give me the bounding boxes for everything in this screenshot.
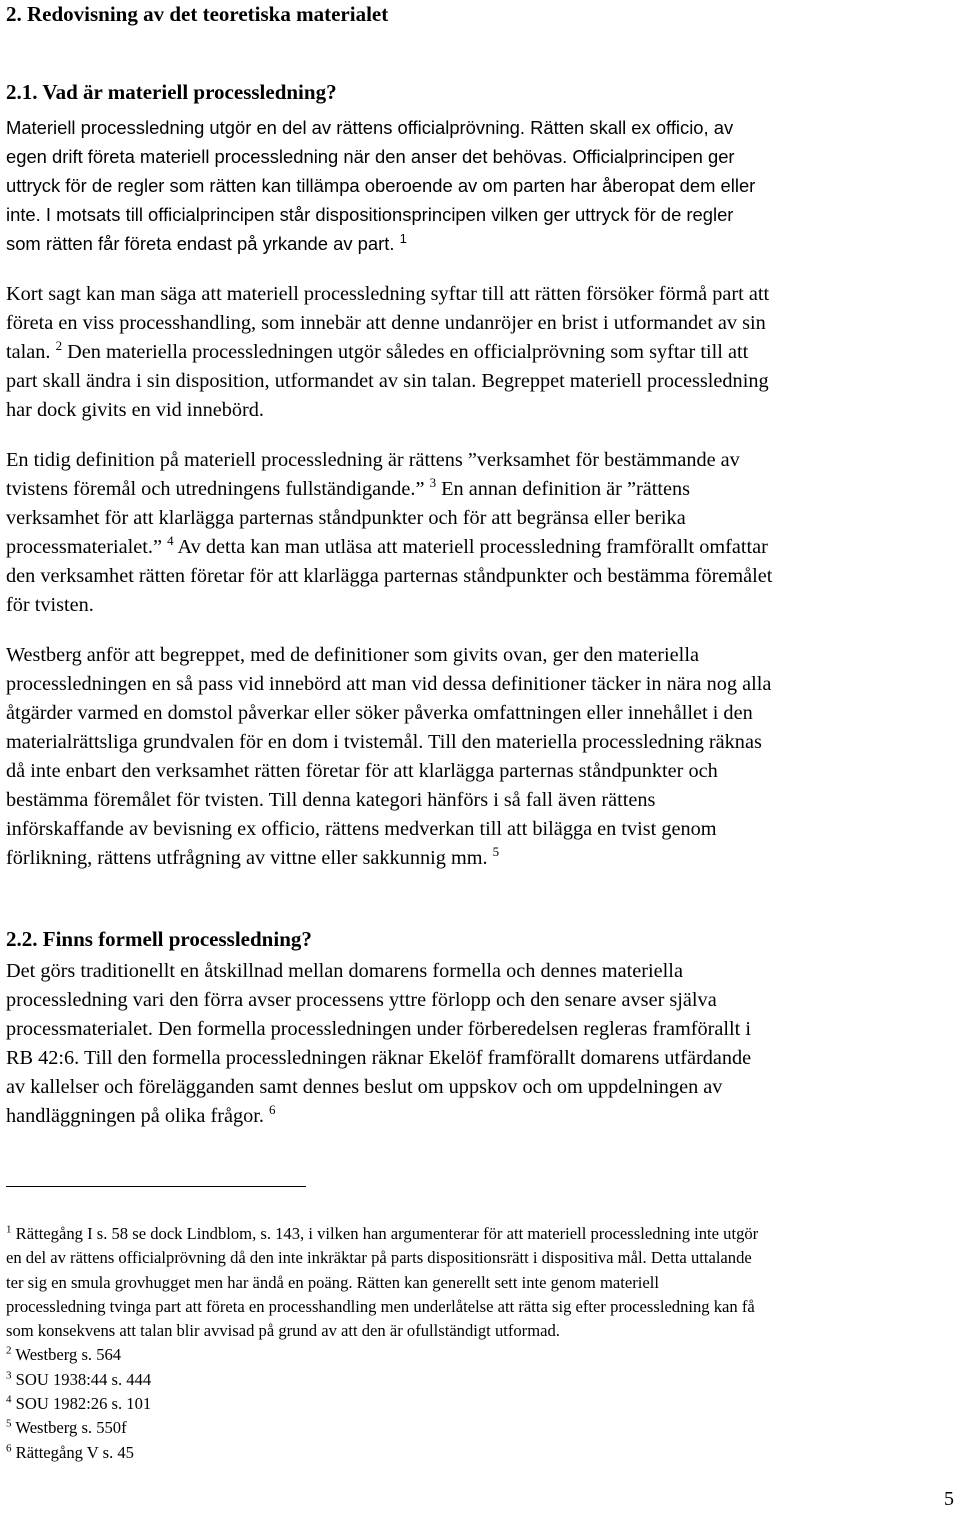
text-line: handläggningen på olika frågor. xyxy=(6,1105,264,1127)
footnote-number: 2 xyxy=(6,1344,12,1357)
footnote-ref-2: 2 xyxy=(55,338,63,354)
footnote-number: 4 xyxy=(6,1393,12,1406)
footnote-separator xyxy=(6,1186,306,1187)
footnotes xyxy=(6,1222,958,1465)
page-number: 5 xyxy=(944,1488,954,1510)
paragraph-3 xyxy=(6,446,958,620)
footnote-text: Westberg s. 550f xyxy=(15,1418,127,1438)
text-line: Materiell processledning utgör en del av rättens officialprövning. Rätten skall ex officio, av xyxy=(6,117,734,138)
footnote-text: som konsekvens att talan blir avvisad på grund av att den är ofullständigt utformad. xyxy=(6,1321,560,1341)
footnote-text: Westberg s. 564 xyxy=(15,1345,122,1365)
footnote-1 xyxy=(6,1222,958,1246)
footnote-ref-1: 1 xyxy=(399,230,407,246)
text-line: processledningen en så pass vid innebörd att man vid dessa definitioner täcker in nära nog alla xyxy=(6,673,772,695)
text-line: inte. I motsats till officialprincipen står dispositionsprincipen vilken ger uttryck för de regler xyxy=(6,204,734,225)
text-line: Den materiella processledningen utgör således en officialprövning som syftar till att xyxy=(62,341,749,363)
text-line: bestämma föremålet för tvisten. Till denna kategori hänförs i så fall även rättens xyxy=(6,789,656,811)
text-line: som rätten får företa endast på yrkande av part. xyxy=(6,233,395,254)
footnote-text: SOU 1982:26 s. 101 xyxy=(15,1394,152,1414)
chapter-heading: 2. Redovisning av det teoretiska materialet xyxy=(6,2,389,26)
footnote-ref-5: 5 xyxy=(492,844,500,860)
footnote-ref-6: 6 xyxy=(269,1102,276,1118)
paragraph-4 xyxy=(6,641,958,873)
text-line: Det görs traditionellt en åtskillnad mellan domarens formella och dennes materiella xyxy=(6,960,683,982)
text-line: Kort sagt kan man säga att materiell processledning syftar till att rätten försöker förmå part att xyxy=(6,283,770,305)
text-line: företa en viss processhandling, som innebär att denne undanröjer en brist i utformandet av sin xyxy=(6,312,766,334)
section-heading-2-1: 2.1. Vad är materiell processledning? xyxy=(6,80,337,104)
text-line: processledning vari den förra avser processens yttre förlopp och den senare avser själva xyxy=(6,989,717,1011)
text-line: uttryck för de regler som rätten kan tillämpa oberoende av om parten har åberopat dem eller xyxy=(6,175,756,196)
text-line: har dock givits en vid innebörd. xyxy=(6,399,264,421)
section-heading-2-2: 2.2. Finns formell processledning? xyxy=(6,927,312,951)
text-line: processmaterialet. Den formella processledningen under förberedelsen regleras framförallt i xyxy=(6,1018,752,1040)
text-line: RB 42:6. Till den formella processledningen räknar Ekelöf framförallt domarens utfärdande xyxy=(6,1047,752,1069)
footnote-text: ter sig en smula grovhugget men har ändå en poäng. Rätten kan generellt sett inte genom materiell xyxy=(6,1272,659,1292)
text-line: En tidig definition på materiell processledning är rättens ”verksamhet för bestämmande av xyxy=(6,449,740,471)
text-line: materialrättsliga grundvalen för en dom i tvistemål. Till den materiella processledning räknas xyxy=(6,731,762,753)
footnote-ref-3: 3 xyxy=(429,475,437,491)
footnote-number: 3 xyxy=(6,1369,12,1382)
text-line: den verksamhet rätten företar för att klarlägga parternas ståndpunkter och bestämma föremålet xyxy=(6,565,773,587)
footnote-text: processledning tvinga part att företa en processhandling men underlåtelse att rätta sig efter processledning kan få xyxy=(6,1296,755,1316)
text-line: av kallelser och förelägganden samt dennes beslut om uppskov och om uppdelningen av xyxy=(6,1076,723,1098)
text-line: förlikning, rättens utfrågning av vittne eller sakkunnig mm. xyxy=(6,847,488,869)
text-line: egen drift företa materiell processledning när den anser det behövas. Officialprincipen ger xyxy=(6,146,735,167)
text-line: processmaterialet.” xyxy=(6,536,162,558)
footnote-5 xyxy=(6,1416,958,1440)
footnote-ref-4: 4 xyxy=(167,533,174,549)
footnote-number: 5 xyxy=(6,1417,12,1430)
text-line: En annan definition är ”rättens xyxy=(436,478,691,500)
text-line: talan. xyxy=(6,341,51,363)
footnote-6 xyxy=(6,1441,958,1465)
text-line: då inte enbart den verksamhet rätten företar för att klarlägga parternas ståndpunkter och xyxy=(6,760,718,782)
paragraph-5 xyxy=(6,957,958,1131)
text-line: part skall ändra i sin disposition, utformandet av sin talan. Begreppet materiell processledning xyxy=(6,370,769,392)
text-line: Westberg anför att begreppet, med de definitioner som givits ovan, ger den materiella xyxy=(6,644,699,666)
footnote-text: Rättegång I s. 58 se dock Lindblom, s. 143, i vilken han argumenterar för att materiell processledning inte utgör xyxy=(15,1224,759,1243)
text-line: för tvisten. xyxy=(6,594,94,616)
text-line: åtgärder varmed en domstol påverkar eller söker påverka omfattningen eller innehållet i den xyxy=(6,702,753,724)
text-line: tvistens föremål och utredningens fullständigande.” xyxy=(6,478,425,500)
footnote-2 xyxy=(6,1343,958,1367)
paragraph-1 xyxy=(6,113,958,258)
footnote-number: 6 xyxy=(6,1442,12,1455)
text-line: verksamhet för att klarlägga parternas ståndpunkter och för att begränsa eller berika xyxy=(6,507,686,529)
footnote-text: SOU 1938:44 s. 444 xyxy=(15,1369,152,1389)
text-line: Av detta kan man utläsa att materiell processledning framförallt omfattar xyxy=(173,536,768,558)
text-line: införskaffande av bevisning ex officio, rättens medverkan till att bilägga en tvist genom xyxy=(6,818,717,840)
paragraph-2 xyxy=(6,280,958,425)
footnote-4 xyxy=(6,1392,958,1416)
footnote-text: Rättegång V s. 45 xyxy=(15,1442,134,1462)
footnote-text: en del av rättens officialprövning då den inte inkräktar på parts dispositionsrätt i dispositiva mål. Detta uttalande xyxy=(6,1248,752,1268)
footnote-3 xyxy=(6,1368,958,1392)
footnote-number: 1 xyxy=(6,1223,12,1236)
